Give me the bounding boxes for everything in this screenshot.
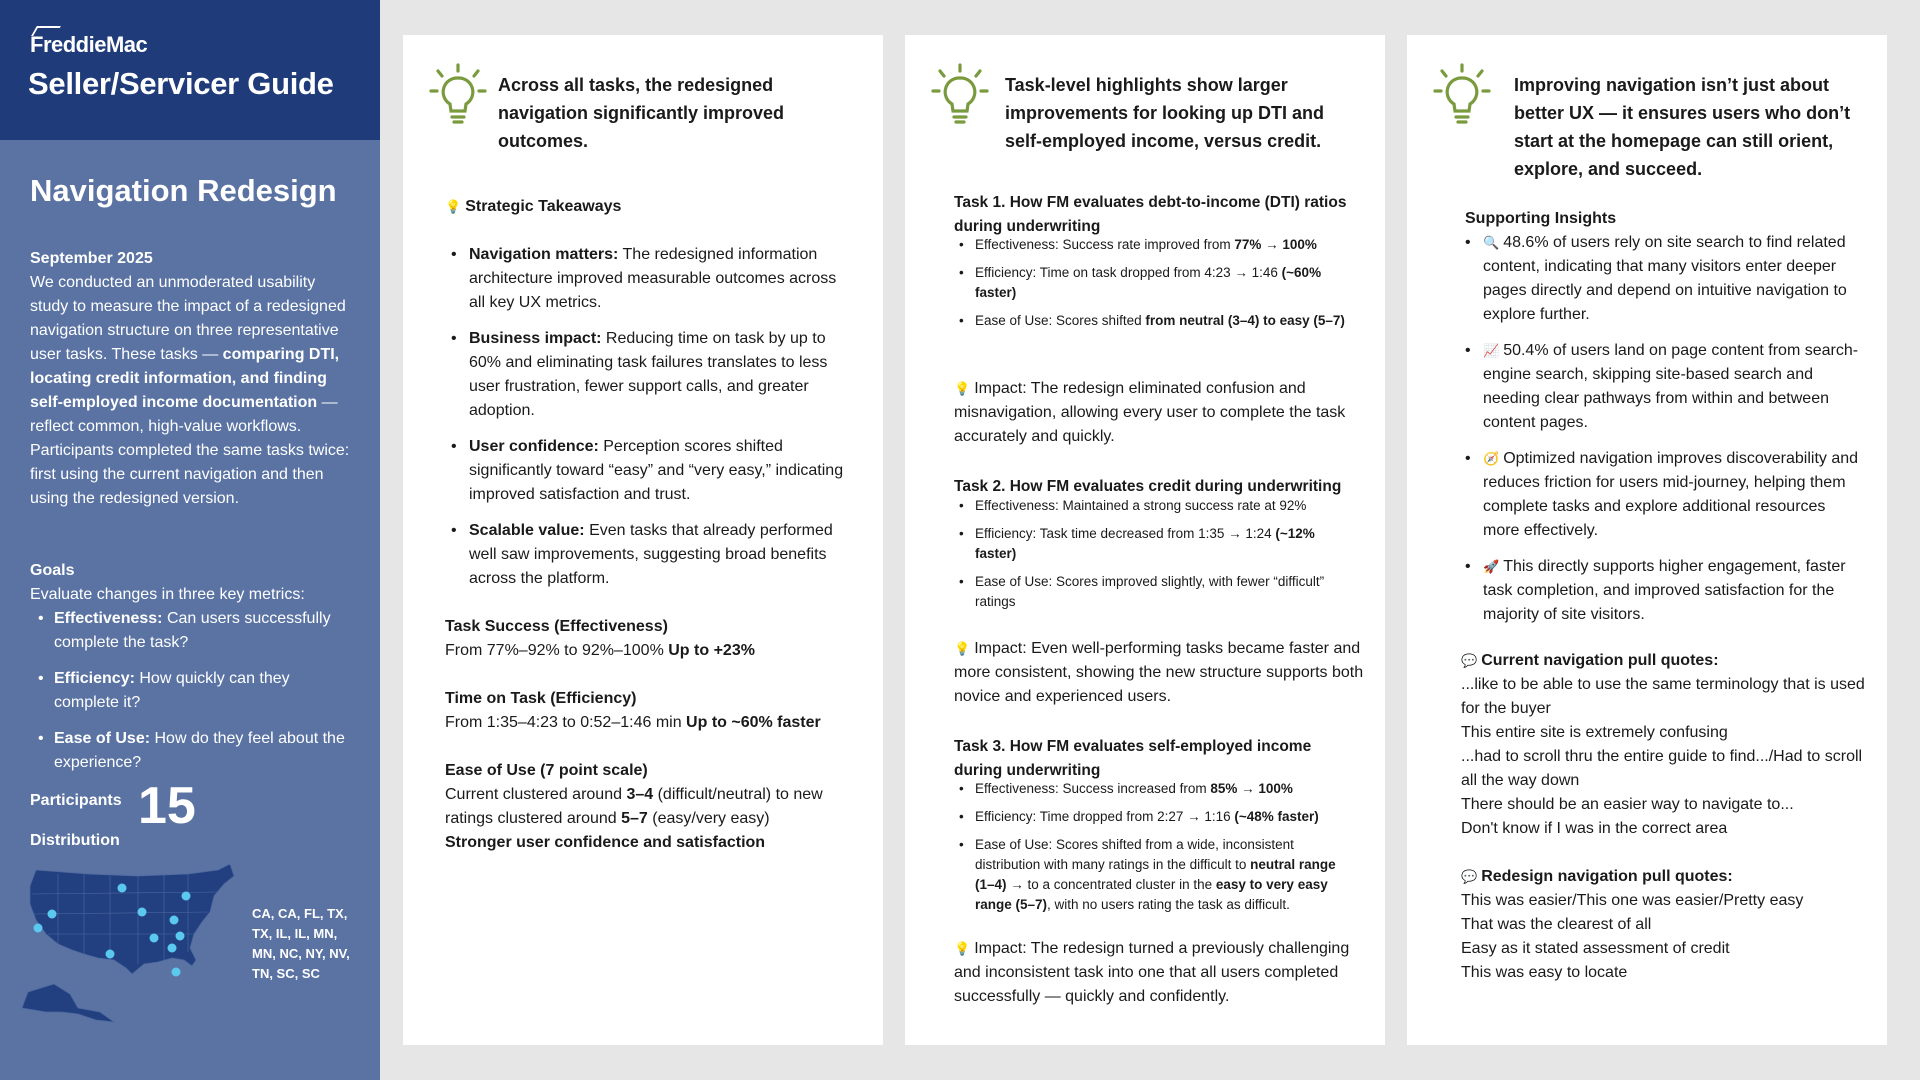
- ease-range: 5–7: [621, 810, 648, 827]
- goal-label: Efficiency:: [54, 670, 135, 687]
- impact-text: Impact: Even well-performing tasks became faster and more consistent, showing the new structure supports both novice and experienced users.: [954, 640, 1364, 705]
- map-dot: [34, 924, 43, 933]
- current-quotes-heading: [1461, 649, 1871, 673]
- metric-item: [954, 807, 1354, 827]
- lightbulb-icon: 💡: [445, 199, 462, 214]
- map-dot: [48, 910, 57, 919]
- task3-impact: [954, 937, 1364, 1009]
- brand-title: Seller/Servicer Guide: [28, 66, 334, 101]
- insight-text: 48.6% of users rely on site search to find related content, indicating that many visitors enter deeper pages directly and depend on intuitive navigation to explore further.: [1483, 234, 1847, 323]
- study-intro: [30, 271, 352, 511]
- freddie-mac-logo[interactable]: [30, 32, 147, 58]
- redesign-quotes-heading: [1461, 865, 1871, 889]
- insights-card: [1407, 35, 1887, 1045]
- quote: This was easier/This one was easier/Pretty easy: [1461, 892, 1804, 909]
- time-on-task-section: [445, 687, 855, 735]
- metric-item: [954, 572, 1354, 612]
- lightbulb-icon: [429, 63, 487, 125]
- goal-item: [30, 607, 352, 655]
- insight-item: [1459, 339, 1859, 435]
- metric-item: [954, 496, 1354, 516]
- brand-header: [0, 0, 380, 140]
- redesign-quotes-heading-text: Redesign navigation pull quotes:: [1481, 868, 1733, 885]
- task-success-heading: Task Success (Effectiveness): [445, 618, 668, 635]
- takeaway-item: [445, 519, 845, 591]
- time-on-task-value: [445, 711, 855, 735]
- takeaway-label: Scalable value:: [469, 522, 585, 539]
- speech-bubble-icon: 💬: [1461, 653, 1478, 668]
- participants-label: Participants: [30, 792, 122, 809]
- goals-heading: Goals: [30, 562, 75, 579]
- quote: ...like to be able to use the same terminology that is used for the buyer: [1461, 676, 1865, 717]
- magnifier-icon: 🔍: [1483, 235, 1500, 250]
- impact-text: Impact: The redesign eliminated confusion and misnavigation, allowing every user to complete the task accurately and quickly.: [954, 380, 1346, 445]
- map-dot: [170, 916, 179, 925]
- quote: Easy as it stated assessment of credit: [1461, 940, 1730, 957]
- task-highlights-card: [905, 35, 1385, 1045]
- task-success-text: From 77%–92% to 92%–100%: [445, 642, 669, 659]
- takeaway-text: Reducing time on task by up to 60% and eliminating task failures translates to less user frustration, fewer support calls, and greater adoption.: [469, 330, 828, 419]
- insights-heading: Supporting Insights: [1465, 210, 1617, 227]
- insight-item: [1459, 447, 1859, 543]
- time-on-task-text: From 1:35–4:23 to 0:52–1:46 min: [445, 714, 687, 731]
- lightbulb-icon: 💡: [954, 381, 971, 396]
- task-success-value: [445, 639, 855, 663]
- metric-item: [954, 524, 1354, 564]
- intro-text: — reflect common, high-value workflows. Participants completed the same tasks twice: first using the current navigation and then using the redesigned version.: [30, 394, 350, 507]
- page-title: Navigation Redesign: [30, 173, 337, 208]
- task-success-delta: Up to +23%: [668, 642, 755, 659]
- lightbulb-icon: [1433, 63, 1491, 125]
- map-mainland: [30, 864, 234, 974]
- map-dot: [168, 944, 177, 953]
- metric-text: , with no users rating the task as difficult.: [1047, 897, 1290, 912]
- current-quotes-heading-text: Current navigation pull quotes:: [1481, 652, 1719, 669]
- metric-value: easy to very easy range (5–7): [975, 877, 1328, 912]
- task3-metrics: [954, 779, 1354, 915]
- map-dot: [150, 934, 159, 943]
- impact-text: Impact: The redesign turned a previously challenging and inconsistent task into one that all users completed successfully — quickly and confidently.: [954, 940, 1350, 1005]
- takeaway-text: Even tasks that already performed well saw improvements, suggesting broad benefits across the platform.: [469, 522, 833, 587]
- map-dot: [176, 932, 185, 941]
- ease-text: (easy/very easy): [647, 810, 770, 827]
- task1-metrics: [954, 235, 1354, 331]
- task1-impact: [954, 377, 1364, 449]
- quote: There should be an easier way to navigate to...: [1461, 796, 1794, 813]
- insights-list: [1459, 231, 1859, 627]
- metric-text: → to a concentrated cluster in the: [1006, 877, 1216, 892]
- insight-item: [1459, 555, 1859, 627]
- metric-text: Ease of Use: Scores improved slightly, with fewer “difficult” ratings: [975, 574, 1325, 609]
- metric-text: Ease of Use: Scores shifted from a wide, inconsistent distribution with many ratings in the difficult to: [975, 837, 1294, 872]
- ease-range: 3–4: [626, 786, 654, 803]
- time-on-task-heading: Time on Task (Efficiency): [445, 690, 637, 707]
- takeaways-heading-text: Strategic Takeaways: [465, 198, 622, 215]
- takeaway-label: User confidence:: [469, 438, 599, 455]
- metric-item: [954, 235, 1354, 255]
- ease-of-use-section: [445, 759, 855, 855]
- goal-label: Effectiveness:: [54, 610, 163, 627]
- lightbulb-icon: 💡: [954, 941, 971, 956]
- metric-value: neutral range (1–4): [975, 857, 1336, 892]
- metric-text: Effectiveness: Success rate improved from: [975, 237, 1235, 252]
- ease-conclusion: Stronger user confidence and satisfaction: [445, 834, 766, 851]
- metric-value: 77% → 100%: [1234, 237, 1317, 252]
- goals-intro: Evaluate changes in three key metrics:: [30, 586, 305, 603]
- card-headline: Across all tasks, the redesigned navigation significantly improved outcomes.: [498, 75, 785, 151]
- metric-value: from neutral (3–4) to easy (5–7): [1145, 313, 1345, 328]
- quote: This was easy to locate: [1461, 964, 1628, 981]
- takeaway-item: [445, 243, 845, 315]
- takeaways-list: [445, 243, 845, 591]
- goal-label: Ease of Use:: [54, 730, 151, 747]
- metric-value: (~12% faster): [975, 526, 1315, 561]
- insight-item: [1459, 231, 1859, 327]
- participants-count: 15: [138, 777, 196, 835]
- takeaway-label: Business impact:: [469, 330, 602, 347]
- metric-text: Efficiency: Task time decreased from 1:35 → 1:24: [975, 526, 1276, 541]
- map-dot: [106, 950, 115, 959]
- quote: Don't know if I was in the correct area: [1461, 820, 1728, 837]
- goals-list: [30, 607, 352, 787]
- sidebar: [0, 0, 380, 1080]
- metric-item: [954, 835, 1354, 915]
- map-dot: [118, 884, 127, 893]
- takeaway-item: [445, 327, 845, 423]
- us-map-icon: [18, 862, 258, 1024]
- map-dot: [182, 892, 191, 901]
- quote: ...had to scroll thru the entire guide to find.../Had to scroll all the way down: [1461, 748, 1863, 789]
- metric-text: Effectiveness: Success increased from: [975, 781, 1211, 796]
- goal-text: Can users successfully complete the task?: [54, 610, 331, 651]
- metric-item: [954, 779, 1354, 799]
- time-on-task-delta: Up to ~60% faster: [686, 714, 821, 731]
- map-dot: [172, 968, 181, 977]
- goal-text: How quickly can they complete it?: [54, 670, 290, 711]
- task2-title: Task 2. How FM evaluates credit during underwriting: [954, 478, 1342, 495]
- takeaway-text: Perception scores shifted significantly toward “easy” and “very easy,” indicating improved satisfaction and trust.: [469, 438, 844, 503]
- insight-text: 50.4% of users land on page content from search-engine search, skipping site-based search and needing clear pathways from within and between content pages.: [1483, 342, 1859, 431]
- compass-icon: 🧭: [1483, 451, 1500, 466]
- states-list: CA, CA, FL, TX, TX, IL, IL, MN, MN, NC, NY, NV, TN, SC, SC: [252, 906, 350, 981]
- study-date: September 2025: [30, 250, 153, 267]
- task3-title: Task 3. How FM evaluates self-employed income during underwriting: [954, 738, 1312, 779]
- quote: That was the clearest of all: [1461, 916, 1652, 933]
- takeaway-item: [445, 435, 845, 507]
- metric-value: (~60% faster): [975, 265, 1322, 300]
- metric-text: Ease of Use: Scores shifted: [975, 313, 1146, 328]
- map-dot: [138, 908, 147, 917]
- metric-value: 85% → 100%: [1210, 781, 1293, 796]
- goal-item: [30, 667, 352, 715]
- distribution-label: Distribution: [30, 832, 120, 849]
- intro-tasks: comparing DTI, locating credit information, and finding self-employed income documentation: [30, 346, 340, 411]
- metric-value: (~48% faster): [1234, 809, 1319, 824]
- metric-text: Efficiency: Time dropped from 2:27 → 1:16: [975, 809, 1235, 824]
- task2-impact: [954, 637, 1364, 709]
- metric-text: Effectiveness: Maintained a strong success rate at 92%: [975, 498, 1307, 513]
- chart-icon: 📈: [1483, 343, 1500, 358]
- metric-item: [954, 311, 1354, 331]
- insight-text: Optimized navigation improves discoverability and reduces friction for users mid-journey, helping them complete tasks and explore additional resources more effectively.: [1483, 450, 1859, 539]
- quote: This entire site is extremely confusing: [1461, 724, 1728, 741]
- task-success-section: [445, 615, 855, 663]
- insight-text: This directly supports higher engagement, faster task completion, and improved satisfaction for the majority of site visitors.: [1483, 558, 1846, 623]
- metric-item: [954, 263, 1354, 303]
- ease-of-use-value: [445, 783, 855, 831]
- lightbulb-icon: 💡: [954, 641, 971, 656]
- task2-metrics: [954, 496, 1354, 612]
- lightbulb-icon: [931, 63, 989, 125]
- rocket-icon: 🚀: [1483, 559, 1500, 574]
- ease-of-use-heading: Ease of Use (7 point scale): [445, 762, 648, 779]
- goal-item: [30, 727, 352, 775]
- logo-text: FreddieMac: [30, 32, 148, 57]
- ease-text: Current clustered around: [445, 786, 627, 803]
- goal-text: How do they feel about the experience?: [54, 730, 345, 771]
- redesign-quotes-section: [1461, 865, 1871, 985]
- card-headline: Task-level highlights show larger improvements for looking up DTI and self-employed income, versus credit.: [1005, 75, 1325, 151]
- intro-text: We conducted an unmoderated usability study to measure the impact of a redesigned navigation structure on three representative user tasks. These tasks —: [30, 274, 346, 363]
- metric-text: Efficiency: Time on task dropped from 4:23 → 1:46: [975, 265, 1282, 280]
- summary-card: [403, 35, 883, 1045]
- task1-title: Task 1. How FM evaluates debt-to-income (DTI) ratios during underwriting: [954, 194, 1347, 235]
- speech-bubble-icon: 💬: [1461, 869, 1478, 884]
- map-alaska: [22, 984, 114, 1022]
- takeaway-label: Navigation matters:: [469, 246, 619, 263]
- card-headline: Improving navigation isn’t just about better UX — it ensures users who don’t start at the homepage can still orient, explore, and succeed.: [1514, 75, 1851, 179]
- takeaway-text: The redesigned information architecture improved measurable outcomes across all key UX metrics.: [469, 246, 837, 311]
- takeaways-heading: [445, 195, 621, 219]
- current-quotes-section: [1461, 649, 1871, 841]
- ease-text: (difficult/neutral) to new ratings clustered around: [445, 786, 823, 827]
